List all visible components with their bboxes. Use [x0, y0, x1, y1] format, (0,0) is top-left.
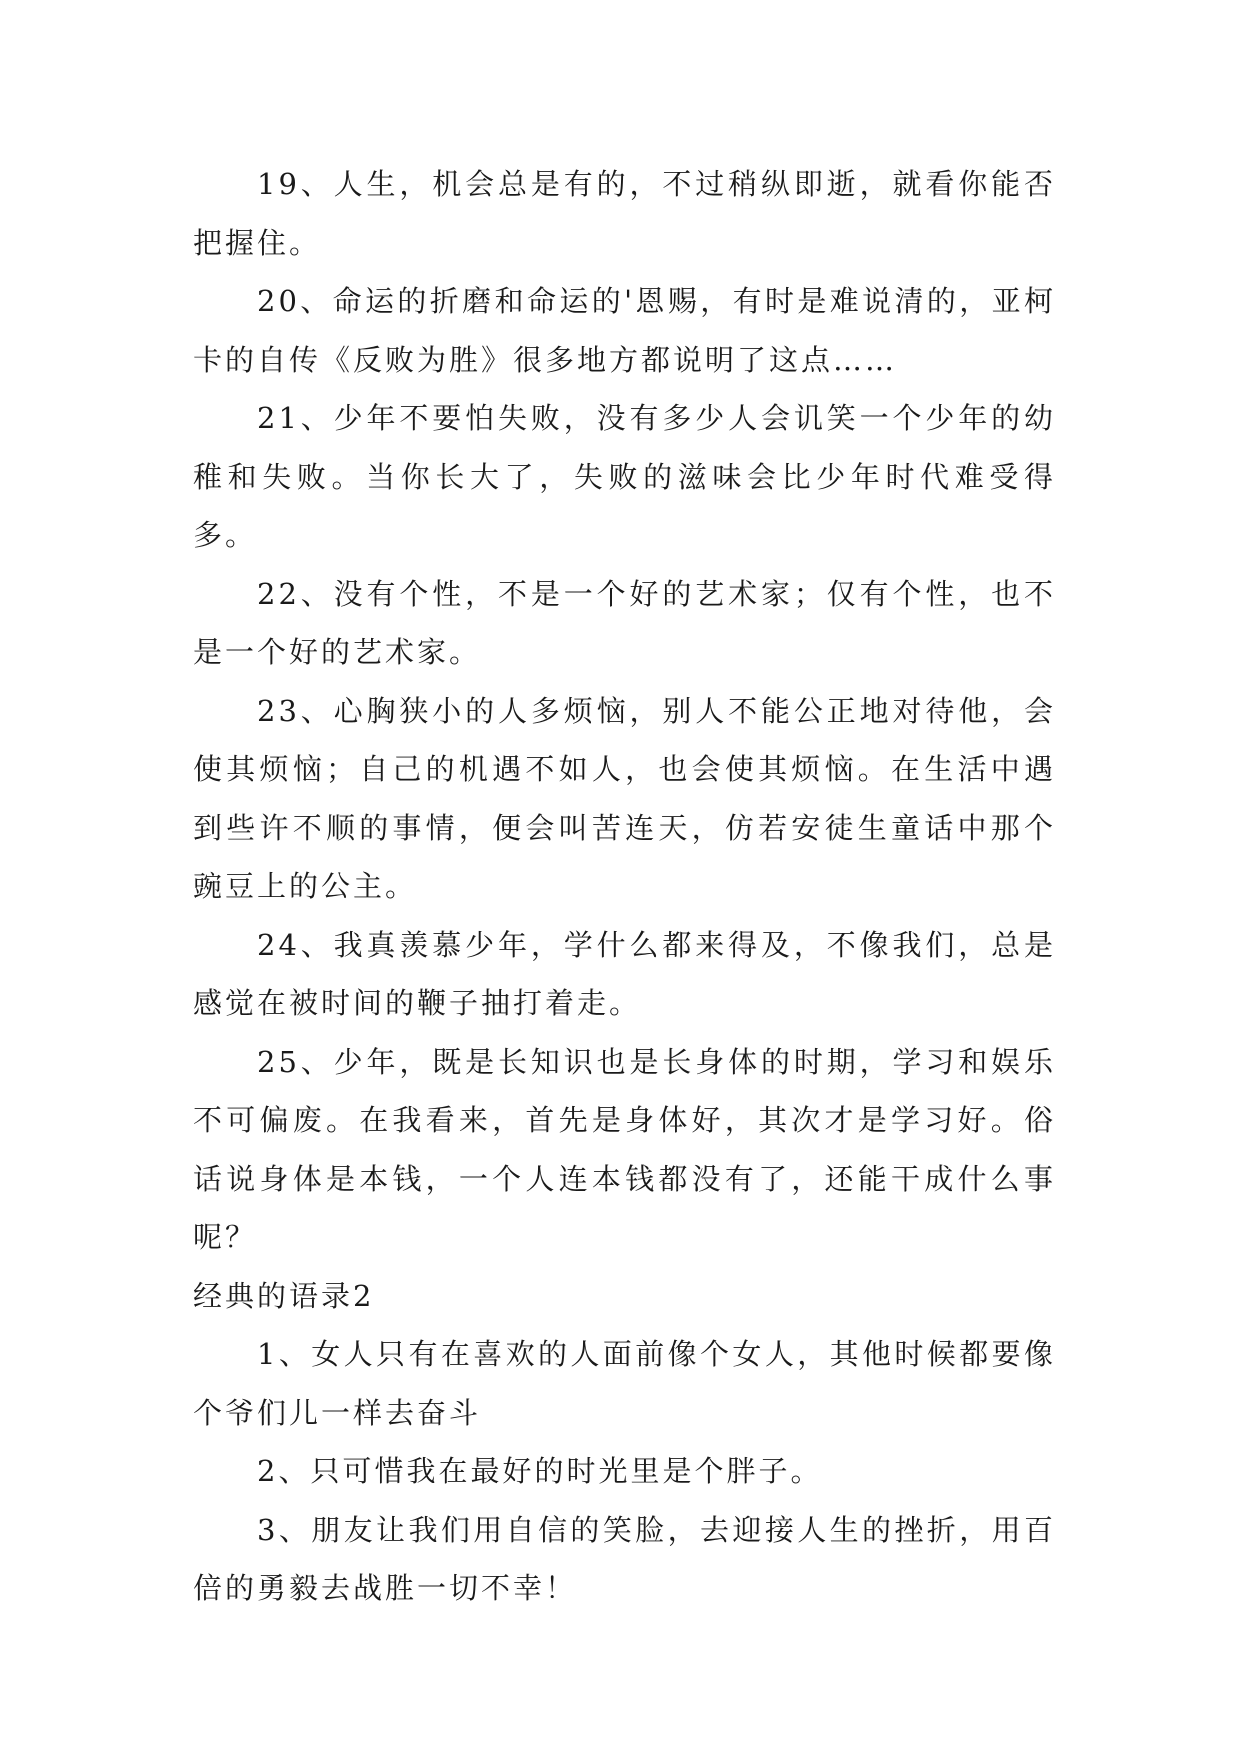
quote-paragraph-25: 25、少年，既是长知识也是长身体的时期，学习和娱乐不可偏废。在我看来，首先是身体好，其次才是学习好。俗话说身体是本钱，一个人连本钱都没有了，还能干成什么事呢？	[193, 1044, 1056, 1254]
quote-paragraph-22: 22、没有个性，不是一个好的艺术家；仅有个性，也不是一个好的艺术家。	[193, 576, 1056, 669]
quote-paragraph-23: 23、心胸狭小的人多烦恼，别人不能公正地对待他，会使其烦恼；自己的机遇不如人，也会使其烦恼。在生活中遇到些许不顺的事情，便会叫苦连天，仿若安徒生童话中那个豌豆上的公主。	[193, 693, 1056, 903]
quote-paragraph-19: 19、人生，机会总是有的，不过稍纵即逝，就看你能否把握住。	[193, 167, 1056, 260]
section-heading: 经典的语录2	[193, 1278, 375, 1313]
quote-paragraph-24: 24、我真羡慕少年，学什么都来得及，不像我们，总是感觉在被时间的鞭子抽打着走。	[193, 927, 1056, 1020]
document-body	[193, 155, 1056, 1618]
section-quote-3: 3、朋友让我们用自信的笑脸，去迎接人生的挫折，用百倍的勇毅去战胜一切不幸！	[193, 1512, 1056, 1605]
quote-paragraph-20: 20、命运的折磨和命运的'恩赐，有时是难说清的，亚柯卡的自传《反败为胜》很多地方都说明了这点……	[193, 284, 1056, 377]
section-quote-2: 2、只可惜我在最好的时光里是个胖子。	[257, 1454, 823, 1488]
quote-paragraph-21: 21、少年不要怕失败，没有多少人会讥笑一个少年的幼稚和失败。当你长大了，失败的滋味会比少年时代难受得多。	[193, 401, 1056, 552]
section-quote-1: 1、女人只有在喜欢的人面前像个女人，其他时候都要像个爷们儿一样去奋斗	[193, 1337, 1056, 1430]
